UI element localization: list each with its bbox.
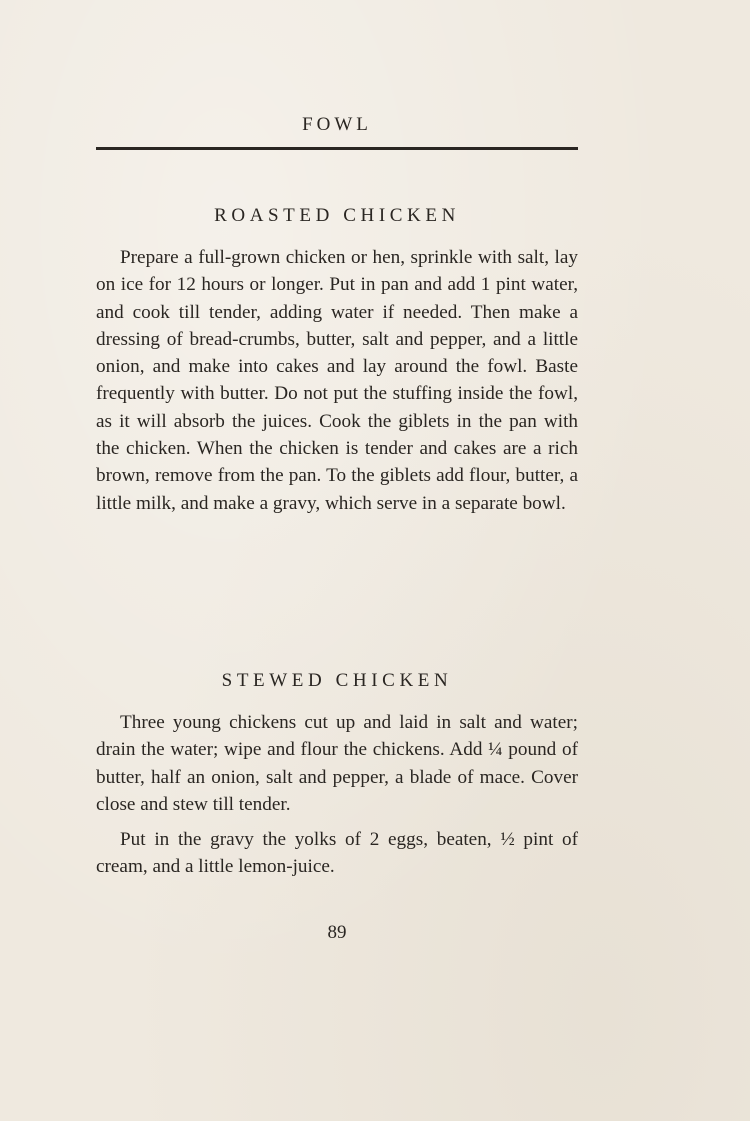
roasted-chicken-recipe <box>96 244 578 517</box>
paragraph: Prepare a full-grown chicken or hen, sprinkle with salt, lay on ice for 12 hours or longer. Put in pan and add 1 pint water, and cook till tender, adding water if needed. Then make a dressing of bread-crumbs, butter, salt and pepper, and a little onion, and make into cakes and lay around the fowl. Baste frequently with butter. Do not put the stuffing inside the fowl, as it will absorb the juices. Cook the giblets in the pan with the chicken. When the chicken is tender and cakes are a rich brown, remove from the pan. To the giblets add flour, butter, a little milk, and make a gravy, which serve in a separate bowl. <box>96 247 578 514</box>
section-title-stewed-chicken: STEWED CHICKEN <box>221 670 453 691</box>
running-head: FOWL <box>302 114 372 135</box>
stewed-chicken-recipe <box>96 709 578 881</box>
section-title-roasted-chicken: ROASTED CHICKEN <box>214 205 460 226</box>
paragraph: Three young chickens cut up and laid in salt and water; drain the water; wipe and flour the chickens. Add ¼ pound of butter, half an onion, salt and pepper, a blade of mace. Cover close and stew till tender. <box>96 712 578 815</box>
page-number: 89 <box>327 922 347 943</box>
paragraph: Put in the gravy the yolks of 2 eggs, beaten, ½ pint of cream, and a little lemon-juice. <box>96 829 578 878</box>
header-rule <box>96 147 578 150</box>
